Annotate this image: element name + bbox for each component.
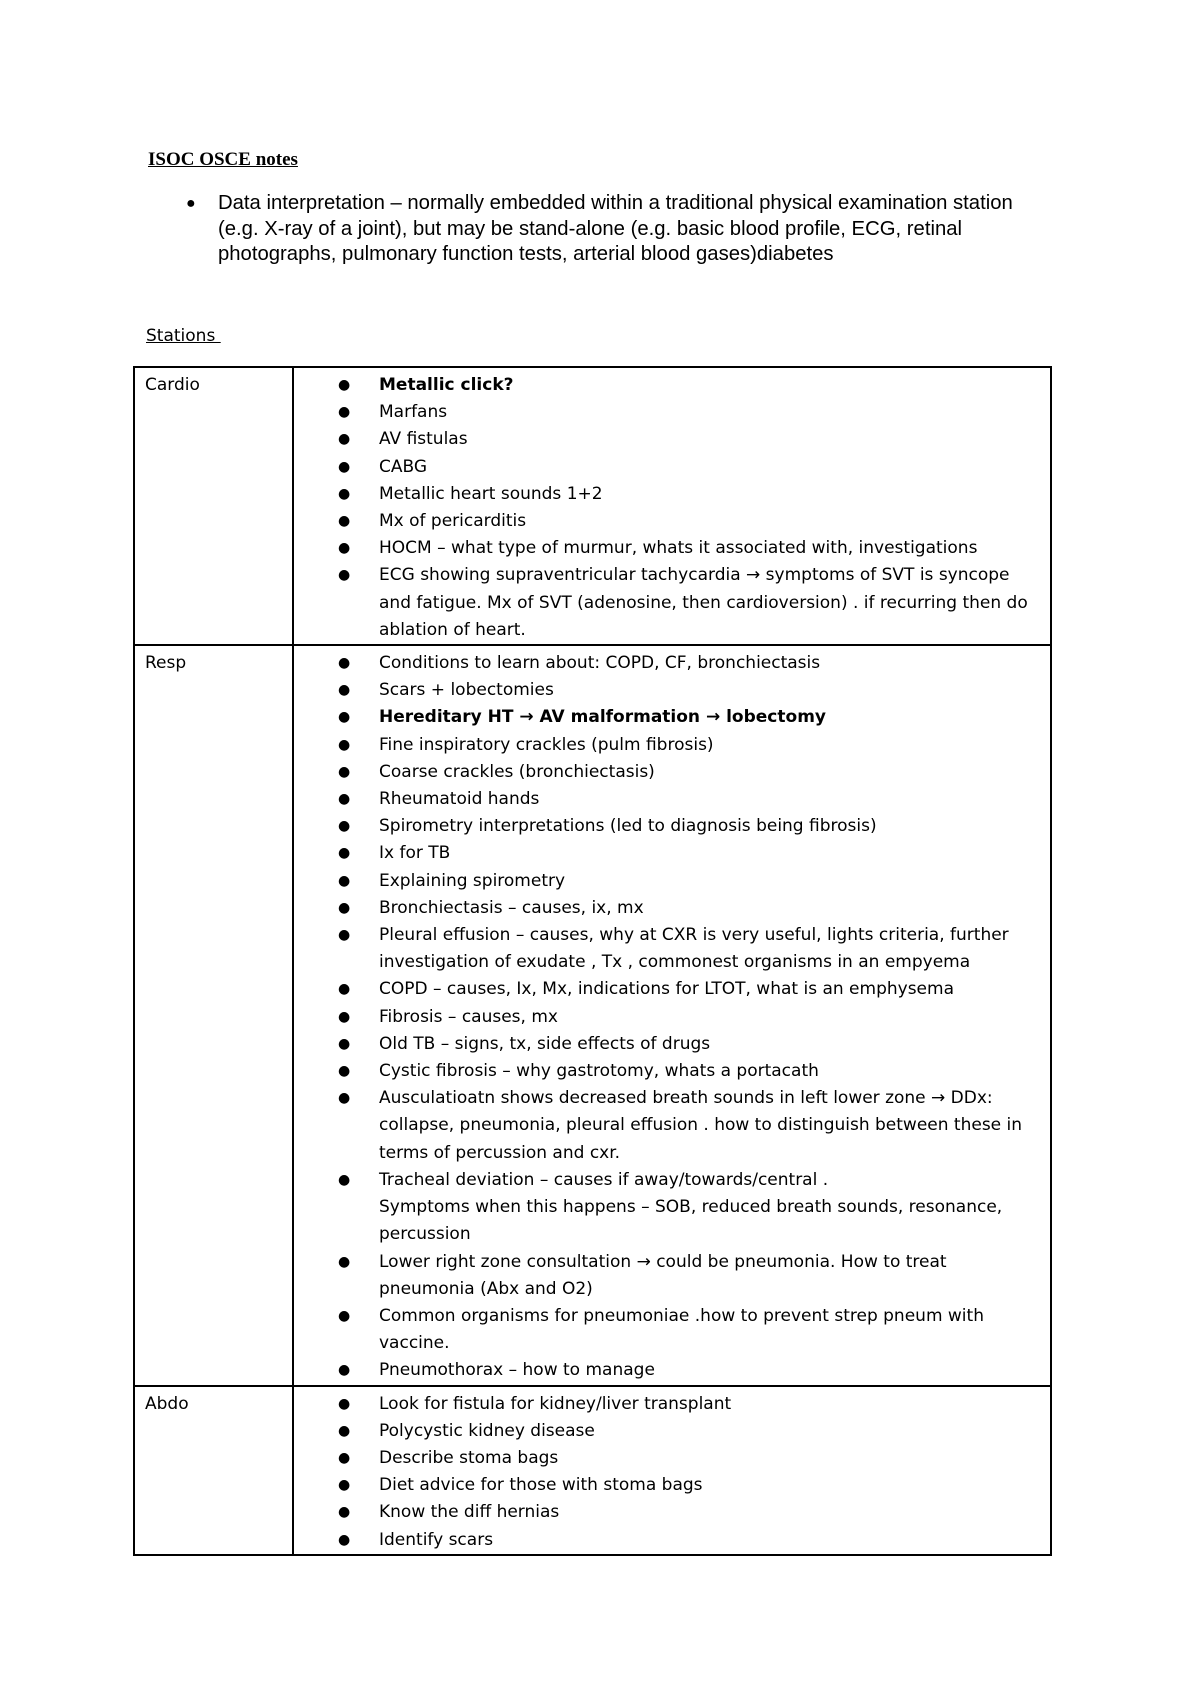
- station-items-list: [294, 650, 1044, 1384]
- list-item: [294, 704, 1044, 731]
- bullet-icon: ●: [338, 763, 351, 780]
- list-item: [294, 759, 1044, 786]
- station-label: Resp: [134, 645, 293, 1385]
- bullet-icon: ●: [338, 981, 351, 998]
- list-item-text: Polycystic kidney disease: [379, 1420, 595, 1441]
- list-item: [294, 813, 1044, 840]
- bullet-icon: ●: [338, 818, 351, 835]
- list-item-text: Mx of pericarditis: [379, 511, 527, 532]
- list-item-text: Marfans: [379, 402, 448, 423]
- intro-bullet-text: Data interpretation – normally embedded within a traditional physical examination station (e.g. X-ray of a joint), but may be stand-alone (e.g. basic blood profile, ECG, retinal photographs, pulmonary function tests, arterial blood gases)diabetes: [218, 192, 1013, 265]
- list-item: [294, 372, 1044, 399]
- bullet-icon: ●: [338, 1008, 351, 1025]
- station-row: [134, 1386, 1051, 1555]
- list-item-text: Pneumothorax – how to manage: [379, 1360, 655, 1381]
- list-item-text: Diet advice for those with stoma bags: [379, 1475, 703, 1496]
- bullet-icon: ●: [338, 709, 351, 726]
- bullet-icon: ●: [338, 845, 351, 862]
- list-item-text: Fibrosis – causes, mx: [379, 1006, 558, 1027]
- list-item-text: Ausculatioatn shows decreased breath sounds in left lower zone → DDx: collapse, pneumonia, pleural effusion . how to distinguish between these in terms of percussion and cxr.: [379, 1088, 1023, 1163]
- bullet-icon: ●: [338, 485, 351, 502]
- list-item-text: Conditions to learn about: COPD, CF, bronchiectasis: [379, 653, 821, 674]
- station-items-list: [294, 1391, 1044, 1554]
- list-item: [294, 1167, 1044, 1249]
- list-item-text: ECG showing supraventricular tachycardia → symptoms of SVT is syncope and fatigue. Mx of SVT (adenosine, then cardioversion) . if recurring then do ablation of heart.: [379, 565, 1028, 640]
- list-item-text: Spirometry interpretations (led to diagnosis being fibrosis): [379, 816, 877, 837]
- bullet-icon: ●: [338, 927, 351, 944]
- bullet-icon: ●: [338, 791, 351, 808]
- station-items-cell: [293, 367, 1051, 645]
- bullet-icon: ●: [338, 458, 351, 475]
- list-item: [294, 895, 1044, 922]
- list-item: [294, 1031, 1044, 1058]
- intro-bullet: [186, 191, 1046, 268]
- list-item-text: AV fistulas: [379, 429, 468, 450]
- list-item-text: Scars + lobectomies: [379, 680, 554, 701]
- bullet-icon: ●: [338, 736, 351, 753]
- list-item-text: Identify scars: [379, 1529, 494, 1550]
- list-item: [294, 732, 1044, 759]
- list-item-text: Tracheal deviation – causes if away/towards/central . Symptoms when this happens – SOB, reduced breath sounds, resonance, percussion: [379, 1169, 1003, 1245]
- bullet-icon: ●: [338, 655, 351, 672]
- list-item: [294, 677, 1044, 704]
- stations-table-body: [134, 367, 1051, 1555]
- bullet-icon: ●: [338, 1253, 351, 1270]
- list-item-text: COPD – causes, Ix, Mx, indications for LTOT, what is an emphysema: [379, 979, 954, 1000]
- bullet-icon: ●: [338, 1090, 351, 1107]
- list-item-text: Bronchiectasis – causes, ix, mx: [379, 897, 644, 918]
- list-item: [294, 399, 1044, 426]
- list-item: [294, 868, 1044, 895]
- bullet-icon: ●: [338, 682, 351, 699]
- list-item-text: Metallic click?: [379, 375, 514, 395]
- list-item-text: HOCM – what type of murmur, whats it associated with, investigations: [379, 538, 978, 559]
- bullet-icon: ●: [338, 1449, 351, 1466]
- list-item: [294, 1303, 1044, 1357]
- station-row: [134, 367, 1051, 645]
- list-item: [294, 1445, 1044, 1472]
- bullet-icon: ●: [338, 1307, 351, 1324]
- station-label: Cardio: [134, 367, 293, 645]
- list-item-text: Ix for TB: [379, 843, 451, 864]
- list-item-text: Explaining spirometry: [379, 870, 566, 891]
- list-item-text: Coarse crackles (bronchiectasis): [379, 761, 655, 782]
- list-item: [294, 786, 1044, 813]
- list-item: [294, 1249, 1044, 1303]
- list-item-text: Pleural effusion – causes, why at CXR is very useful, lights criteria, further investigation of exudate , Tx , commonest organisms in an empyema: [379, 925, 1009, 973]
- bullet-icon: ●: [338, 1063, 351, 1080]
- stations-table: [133, 366, 1052, 1556]
- list-item-text: CABG: [379, 456, 428, 477]
- station-items-cell: [293, 1386, 1051, 1555]
- list-item-text: Lower right zone consultation → could be pneumonia. How to treat pneumonia (Abx and O2): [379, 1251, 947, 1299]
- list-item: [294, 1058, 1044, 1085]
- bullet-icon: ●: [338, 899, 351, 916]
- list-item: [294, 1527, 1044, 1554]
- list-item-text: Cystic fibrosis – why gastrotomy, whats a portacath: [379, 1061, 819, 1082]
- bullet-icon: ●: [338, 1171, 351, 1188]
- list-item: [294, 840, 1044, 867]
- bullet-icon: ●: [338, 1395, 351, 1412]
- list-item: [294, 1391, 1044, 1418]
- list-item: [294, 1004, 1044, 1031]
- bullet-icon: ●: [338, 377, 351, 393]
- station-items-cell: [293, 645, 1051, 1385]
- bullet-icon: ●: [338, 872, 351, 889]
- bullet-icon: ●: [338, 567, 351, 584]
- bullet-icon: ●: [338, 431, 351, 448]
- list-item-text: Hereditary HT → AV malformation → lobectomy: [379, 707, 826, 728]
- bullet-icon: ●: [186, 195, 196, 212]
- station-row: [134, 645, 1051, 1385]
- list-item: [294, 976, 1044, 1003]
- list-item-text: Common organisms for pneumoniae .how to prevent strep pneum with vaccine.: [379, 1305, 984, 1354]
- list-item: [294, 650, 1044, 677]
- bullet-icon: ●: [338, 1362, 351, 1379]
- section-title: Stations: [146, 326, 221, 346]
- list-item-text: Rheumatoid hands: [379, 789, 540, 810]
- bullet-icon: ●: [338, 1504, 351, 1521]
- list-item-text: Metallic heart sounds 1+2: [379, 483, 603, 504]
- list-item-text: Fine inspiratory crackles (pulm fibrosis): [379, 734, 714, 755]
- bullet-icon: ●: [338, 1531, 351, 1548]
- list-item: [294, 562, 1044, 644]
- bullet-icon: ●: [338, 540, 351, 557]
- list-item: [294, 922, 1044, 976]
- list-item-text: Old TB – signs, tx, side effects of drugs: [379, 1033, 711, 1054]
- list-item: [294, 426, 1044, 453]
- list-item: [294, 1472, 1044, 1499]
- station-items-list: [294, 372, 1044, 644]
- list-item: [294, 1357, 1044, 1384]
- list-item: [294, 1418, 1044, 1445]
- station-label: Abdo: [134, 1386, 293, 1555]
- list-item: [294, 1499, 1044, 1526]
- document-title: ISOC OSCE notes: [148, 149, 298, 170]
- list-item: [294, 535, 1044, 562]
- list-item: [294, 454, 1044, 481]
- list-item: [294, 508, 1044, 535]
- list-item: [294, 481, 1044, 508]
- list-item-text: Describe stoma bags: [379, 1447, 559, 1468]
- bullet-icon: ●: [338, 1422, 351, 1439]
- list-item-text: Know the diff hernias: [379, 1502, 560, 1523]
- list-item: [294, 1085, 1044, 1167]
- bullet-icon: ●: [338, 1035, 351, 1052]
- bullet-icon: ●: [338, 404, 351, 421]
- list-item-text: Look for fistula for kidney/liver transplant: [379, 1393, 732, 1414]
- bullet-icon: ●: [338, 1477, 351, 1494]
- bullet-icon: ●: [338, 513, 351, 530]
